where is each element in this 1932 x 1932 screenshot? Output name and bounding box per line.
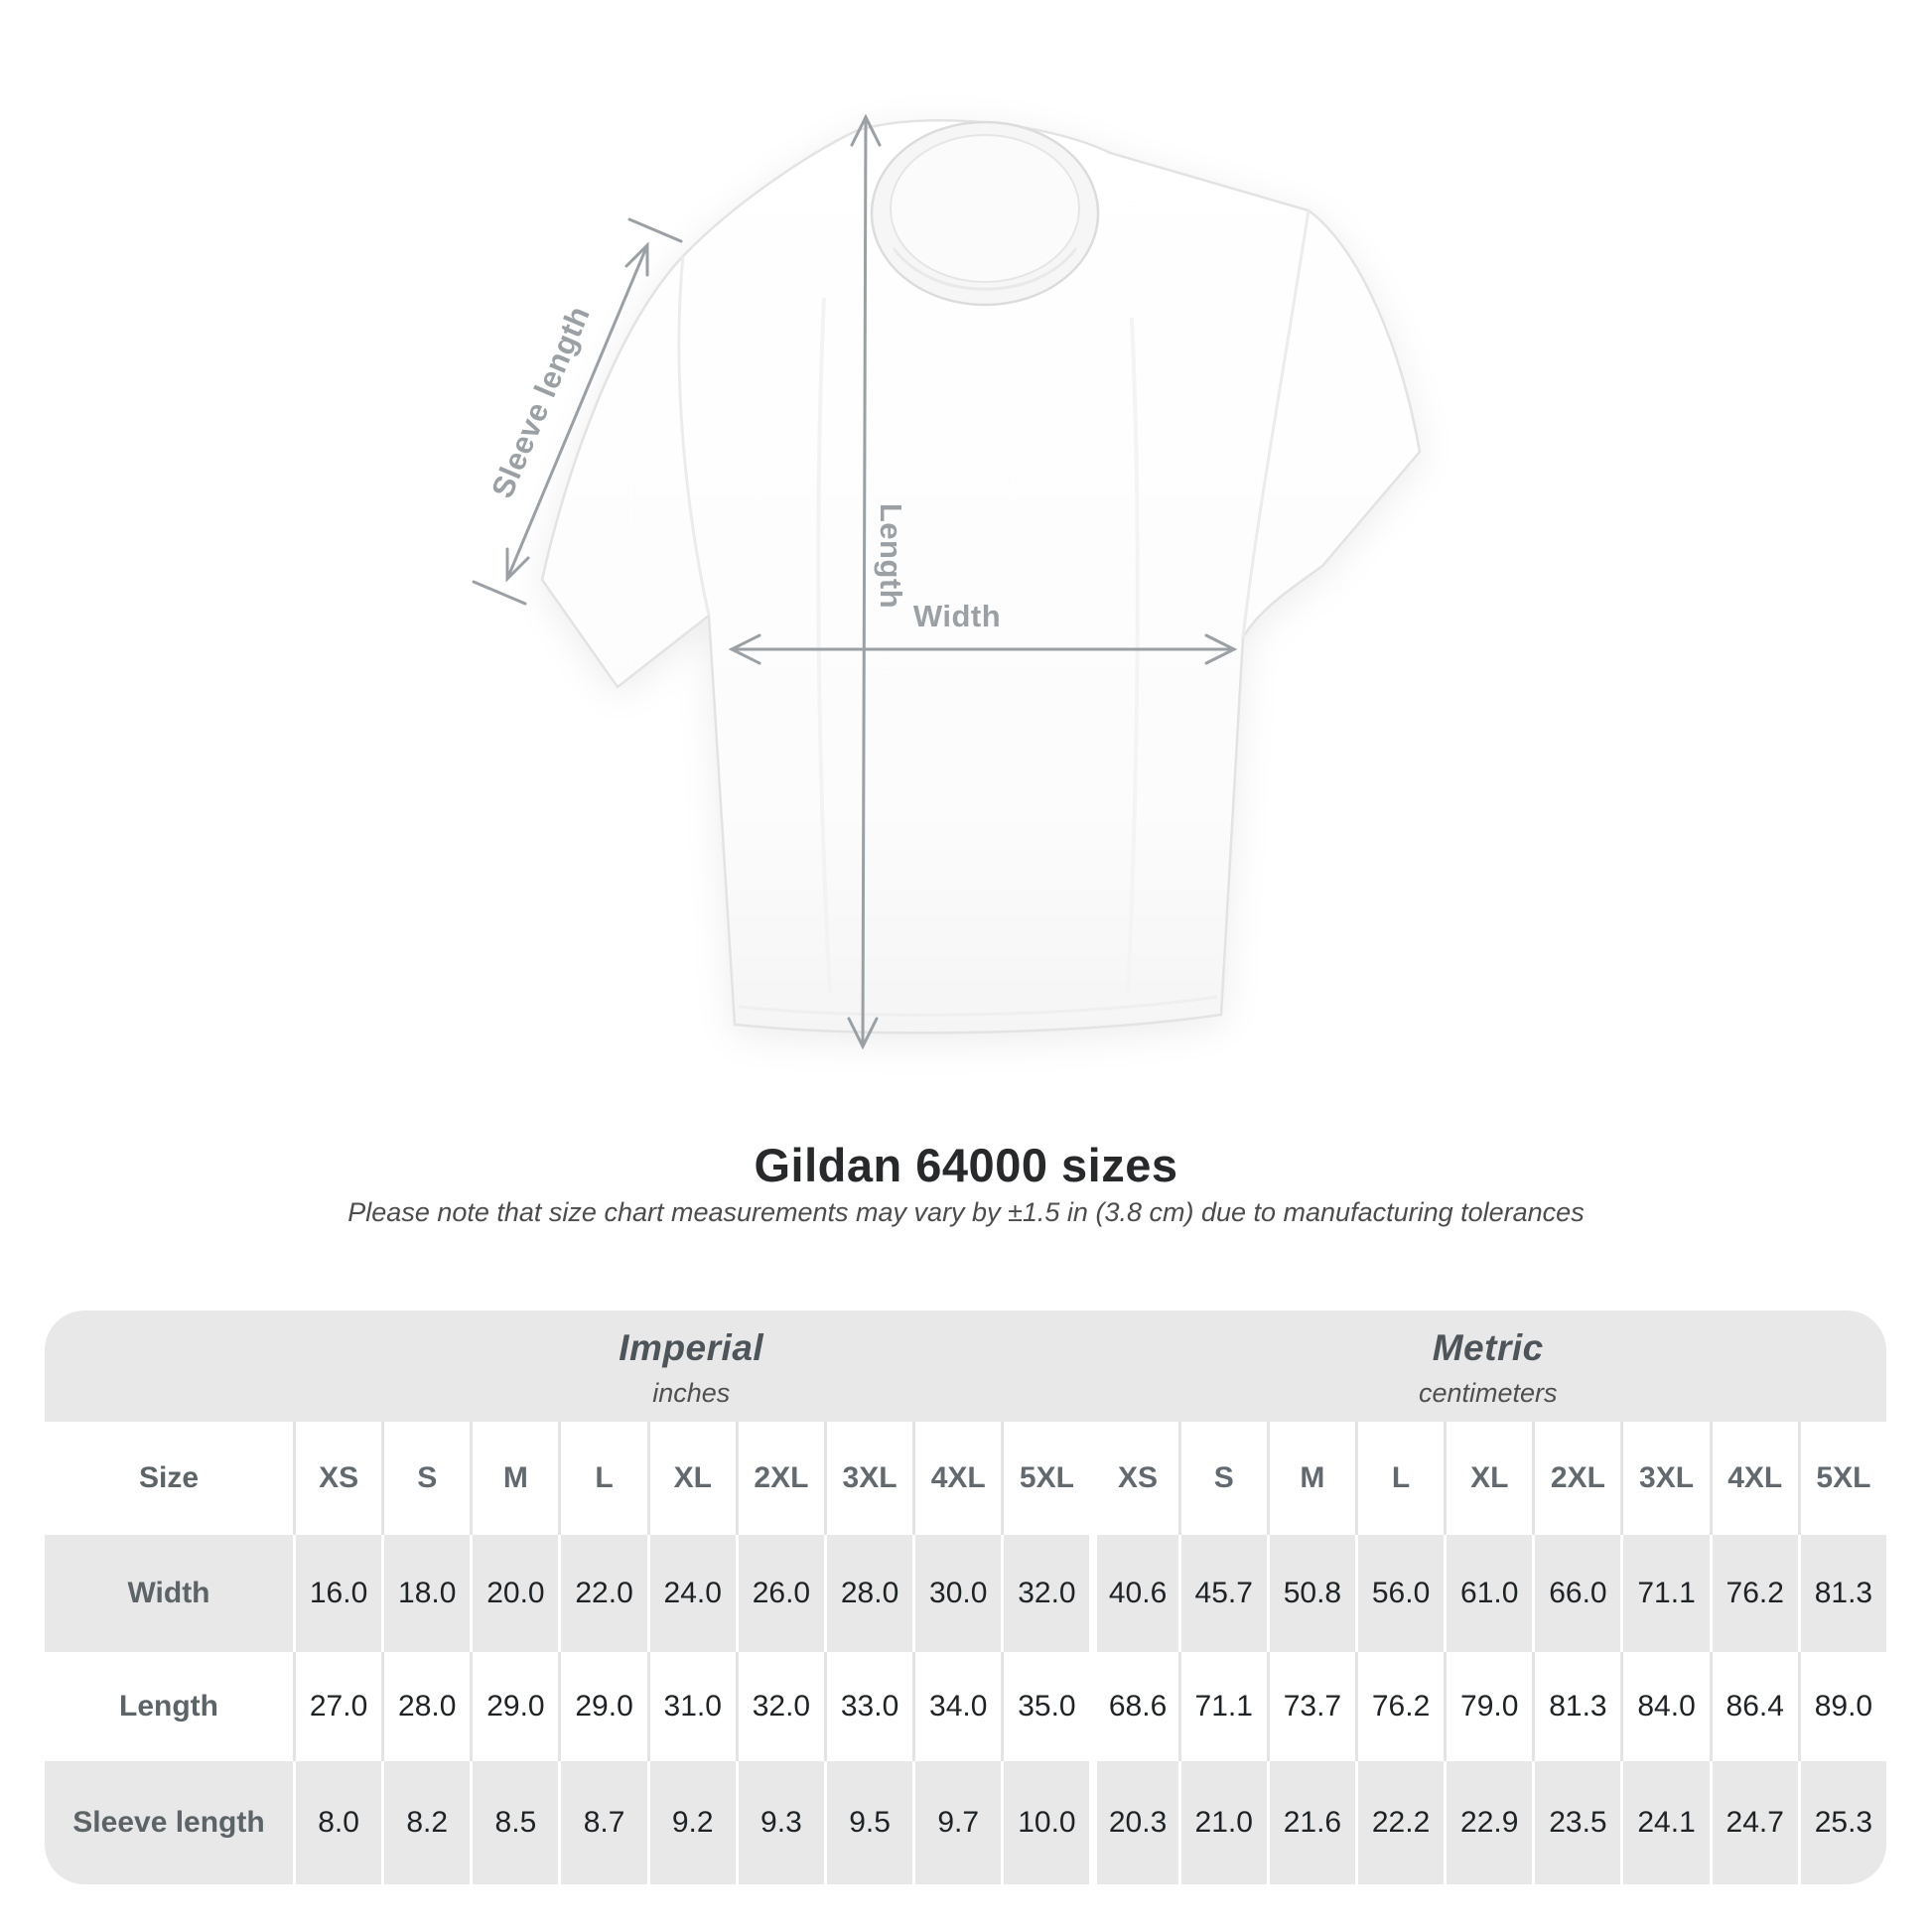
measurement-cell: 22.2 <box>1355 1761 1444 1884</box>
imperial-header <box>293 1311 1089 1422</box>
measurement-cell: 9.2 <box>647 1761 736 1884</box>
size-col-header: 4XL <box>912 1422 1001 1535</box>
length-label: Length <box>874 502 908 610</box>
measurement-cell: 29.0 <box>558 1652 646 1761</box>
measurement-cell: 22.0 <box>558 1535 646 1652</box>
sleeve-length-label: Sleeve length <box>484 300 597 503</box>
measurement-cell: 30.0 <box>912 1535 1001 1652</box>
measurement-cell: 21.6 <box>1267 1761 1355 1884</box>
size-col-header: XL <box>647 1422 736 1535</box>
measurement-cell: 32.0 <box>736 1652 824 1761</box>
measurement-cell: 9.7 <box>912 1761 1001 1884</box>
size-col-header: XL <box>1444 1422 1532 1535</box>
measurement-cell: 26.0 <box>736 1535 824 1652</box>
measurement-cell: 71.1 <box>1620 1535 1709 1652</box>
measurement-cell: 18.0 <box>381 1535 470 1652</box>
collar <box>872 122 1098 305</box>
measurement-cell: 20.0 <box>470 1535 558 1652</box>
size-row-header: Size <box>45 1422 293 1535</box>
measurement-cell: 31.0 <box>647 1652 736 1761</box>
tolerance-note: Please note that size chart measurements may vary by ±1.5 in (3.8 cm) due to manufacturing tolerances <box>347 1197 1585 1227</box>
measurement-cell: 29.0 <box>470 1652 558 1761</box>
metric-title: Metric <box>1432 1327 1544 1368</box>
measurement-cell: 32.0 <box>1001 1535 1089 1652</box>
size-col-header: XS <box>1089 1422 1177 1535</box>
measurement-cell: 76.2 <box>1355 1652 1444 1761</box>
page-title: Gildan 64000 sizes <box>754 1139 1178 1191</box>
measurement-cell: 22.9 <box>1444 1761 1532 1884</box>
size-col-header: 2XL <box>736 1422 824 1535</box>
measurement-cell: 45.7 <box>1178 1535 1267 1652</box>
measurement-cell: 89.0 <box>1798 1652 1886 1761</box>
measurement-cell: 34.0 <box>912 1652 1001 1761</box>
size-col-header: S <box>1178 1422 1267 1535</box>
measurement-cell: 8.7 <box>558 1761 646 1884</box>
size-col-header: 4XL <box>1710 1422 1798 1535</box>
size-table-grid <box>45 1311 1886 1884</box>
tshirt-body <box>542 120 1420 1033</box>
size-col-header: 5XL <box>1001 1422 1089 1535</box>
measurement-cell: 27.0 <box>293 1652 381 1761</box>
size-col-header: M <box>470 1422 558 1535</box>
sleeve-row-header: Sleeve length <box>45 1761 293 1884</box>
measurement-cell: 23.5 <box>1532 1761 1620 1884</box>
measurement-cell: 79.0 <box>1444 1652 1532 1761</box>
measurement-cell: 21.0 <box>1178 1761 1267 1884</box>
measurement-cell: 9.5 <box>824 1761 912 1884</box>
measurement-cell: 33.0 <box>824 1652 912 1761</box>
measurement-cell: 24.0 <box>647 1535 736 1652</box>
width-label: Width <box>912 599 1002 633</box>
size-col-header: 5XL <box>1798 1422 1886 1535</box>
imperial-title: Imperial <box>619 1327 764 1368</box>
length-row-header: Length <box>45 1652 293 1761</box>
measurement-cell: 50.8 <box>1267 1535 1355 1652</box>
measurement-cell: 81.3 <box>1798 1535 1886 1652</box>
measurement-cell: 76.2 <box>1710 1535 1798 1652</box>
measurement-cell: 28.0 <box>381 1652 470 1761</box>
imperial-unit: inches <box>652 1378 731 1408</box>
measurement-cell: 35.0 <box>1001 1652 1089 1761</box>
size-col-header: 3XL <box>1620 1422 1709 1535</box>
measurement-cell: 40.6 <box>1089 1535 1177 1652</box>
size-col-header: 2XL <box>1532 1422 1620 1535</box>
measurement-cell: 73.7 <box>1267 1652 1355 1761</box>
size-col-header: 3XL <box>824 1422 912 1535</box>
measurement-cell: 8.5 <box>470 1761 558 1884</box>
measurement-cell: 81.3 <box>1532 1652 1620 1761</box>
measurement-cell: 61.0 <box>1444 1535 1532 1652</box>
measurement-cell: 66.0 <box>1532 1535 1620 1652</box>
width-row-header: Width <box>45 1535 293 1652</box>
measurement-cell: 8.0 <box>293 1761 381 1884</box>
measurement-cell: 28.0 <box>824 1535 912 1652</box>
measurement-cell: 71.1 <box>1178 1652 1267 1761</box>
metric-unit: centimeters <box>1418 1378 1558 1408</box>
measurement-cell: 56.0 <box>1355 1535 1444 1652</box>
size-col-header: L <box>1355 1422 1444 1535</box>
measurement-cell: 20.3 <box>1089 1761 1177 1884</box>
measurement-cell: 9.3 <box>736 1761 824 1884</box>
measurement-cell: 84.0 <box>1620 1652 1709 1761</box>
measurement-cell: 8.2 <box>381 1761 470 1884</box>
size-col-header: XS <box>293 1422 381 1535</box>
unit-header-spacer <box>45 1311 293 1422</box>
measurement-cell: 10.0 <box>1001 1761 1089 1884</box>
size-table <box>45 1311 1886 1884</box>
measurement-cell: 24.1 <box>1620 1761 1709 1884</box>
measurement-cell: 16.0 <box>293 1535 381 1652</box>
measurement-cell: 68.6 <box>1089 1652 1177 1761</box>
size-col-header: L <box>558 1422 646 1535</box>
size-col-header: S <box>381 1422 470 1535</box>
metric-header <box>1089 1311 1886 1422</box>
measurement-cell: 25.3 <box>1798 1761 1886 1884</box>
measurement-cell: 86.4 <box>1710 1652 1798 1761</box>
measurement-cell: 24.7 <box>1710 1761 1798 1884</box>
size-col-header: M <box>1267 1422 1355 1535</box>
